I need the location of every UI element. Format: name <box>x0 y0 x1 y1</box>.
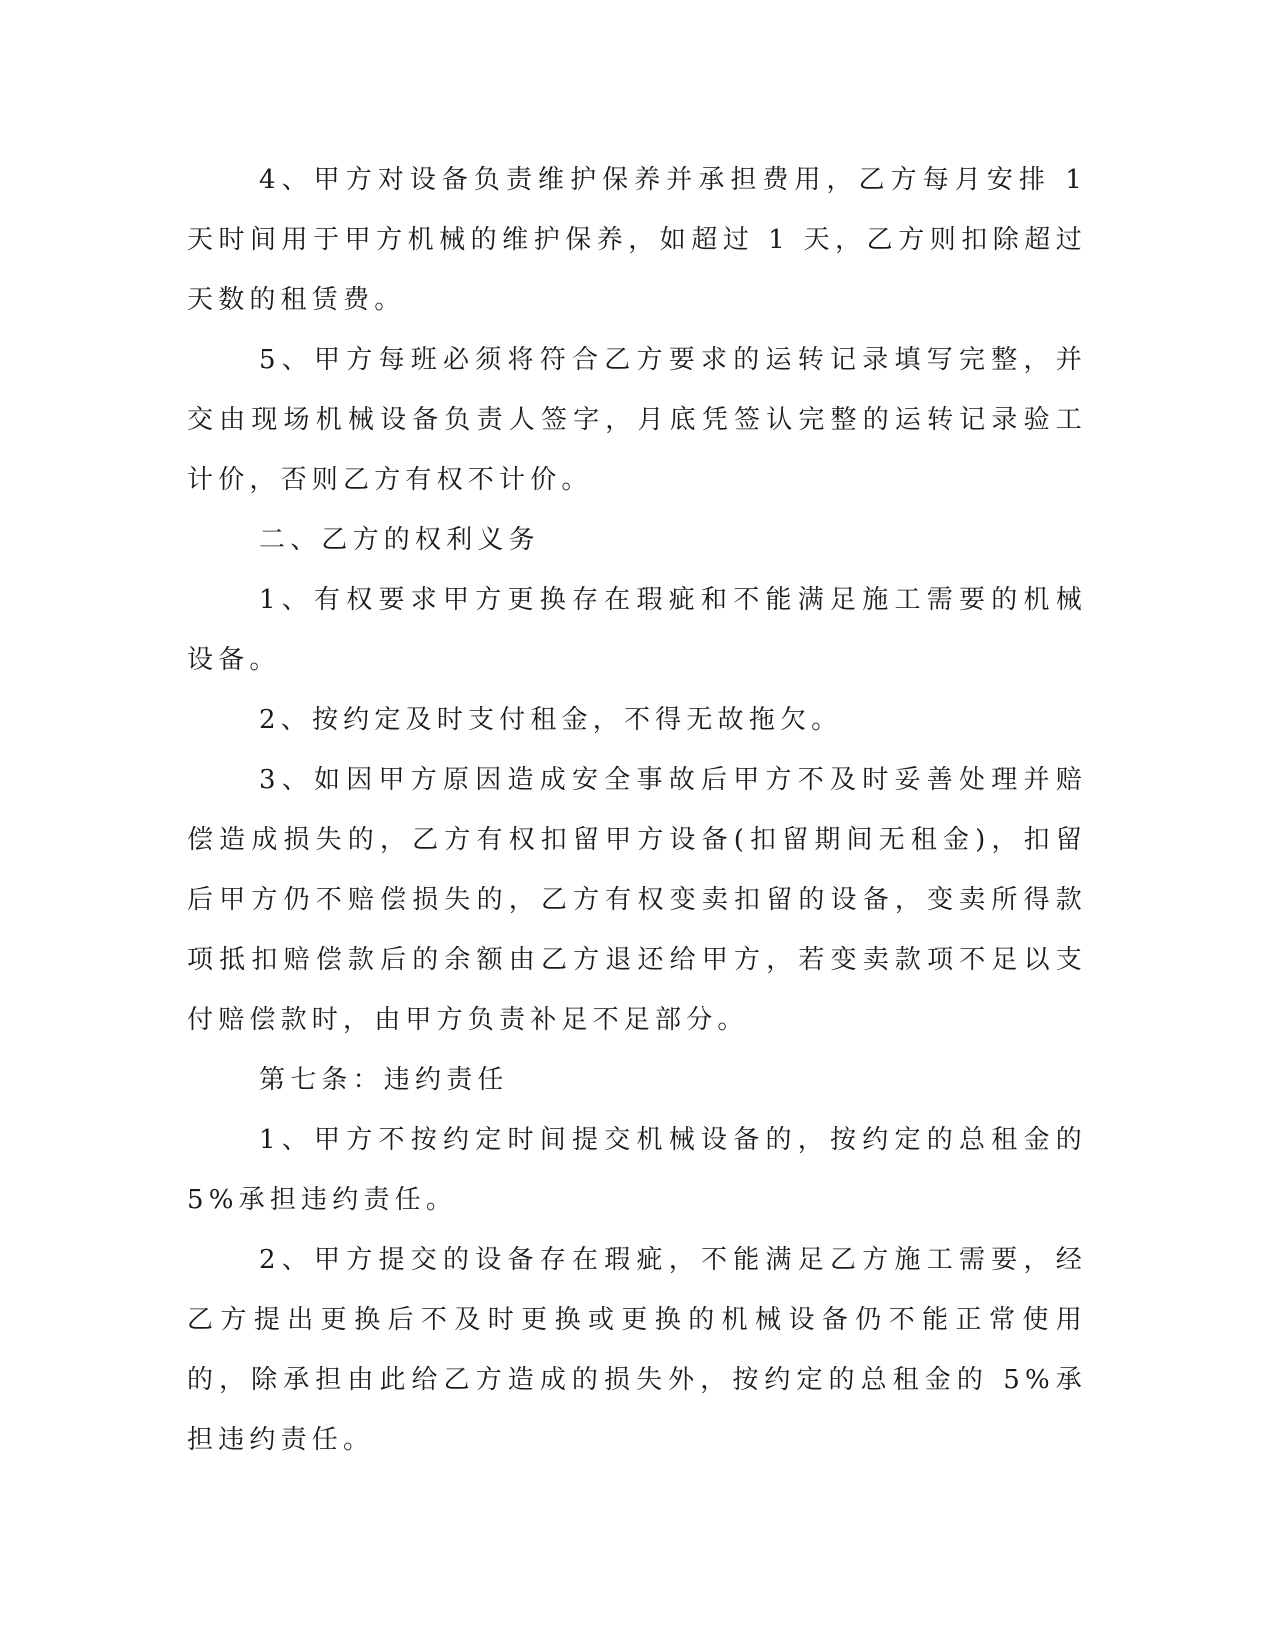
section-heading-party-b-rights: 二、乙方的权利义务 <box>259 525 540 555</box>
paragraph-party-b-right-3: 3、如因甲方原因造成安全事故后甲方不及时妥善处理并赔偿造成损失的，乙方有权扣留甲方设备(扣留期间无租金)，扣留后甲方仍不赔偿损失的，乙方有权变卖扣留的设备，变卖所得款项抵扣赔偿款后的余额由乙方退还给甲方，若变卖款项不足以支付赔偿款时，由甲方负责补足不足部分。 <box>187 765 1087 1035</box>
paragraph-breach-2: 2、甲方提交的设备存在瑕疵，不能满足乙方施工需要，经乙方提出更换后不及时更换或更换的机械设备仍不能正常使用的，除承担由此给乙方造成的损失外，按约定的总租金的 5%承担违约责任。 <box>187 1245 1087 1455</box>
paragraph-party-b-right-2: 2、按约定及时支付租金，不得无故拖欠。 <box>259 705 843 735</box>
paragraph-breach-1: 1、甲方不按约定时间提交机械设备的，按约定的总租金的 5%承担违约责任。 <box>187 1125 1087 1215</box>
paragraph-clause-4-maintenance: 4、甲方对设备负责维护保养并承担费用，乙方每月安排 1 天时间用于甲方机械的维护保养，如超过 1 天，乙方则扣除超过天数的租赁费。 <box>187 165 1087 315</box>
paragraph-clause-5-operation-record: 5、甲方每班必须将符合乙方要求的运转记录填写完整，并交由现场机械设备负责人签字，月底凭签认完整的运转记录验工计价，否则乙方有权不计价。 <box>187 345 1087 495</box>
paragraph-party-b-right-1: 1、有权要求甲方更换存在瑕疵和不能满足施工需要的机械设备。 <box>187 585 1087 675</box>
article-heading-breach-liability: 第七条：违约责任 <box>259 1065 509 1095</box>
document-body <box>187 150 1087 1470</box>
